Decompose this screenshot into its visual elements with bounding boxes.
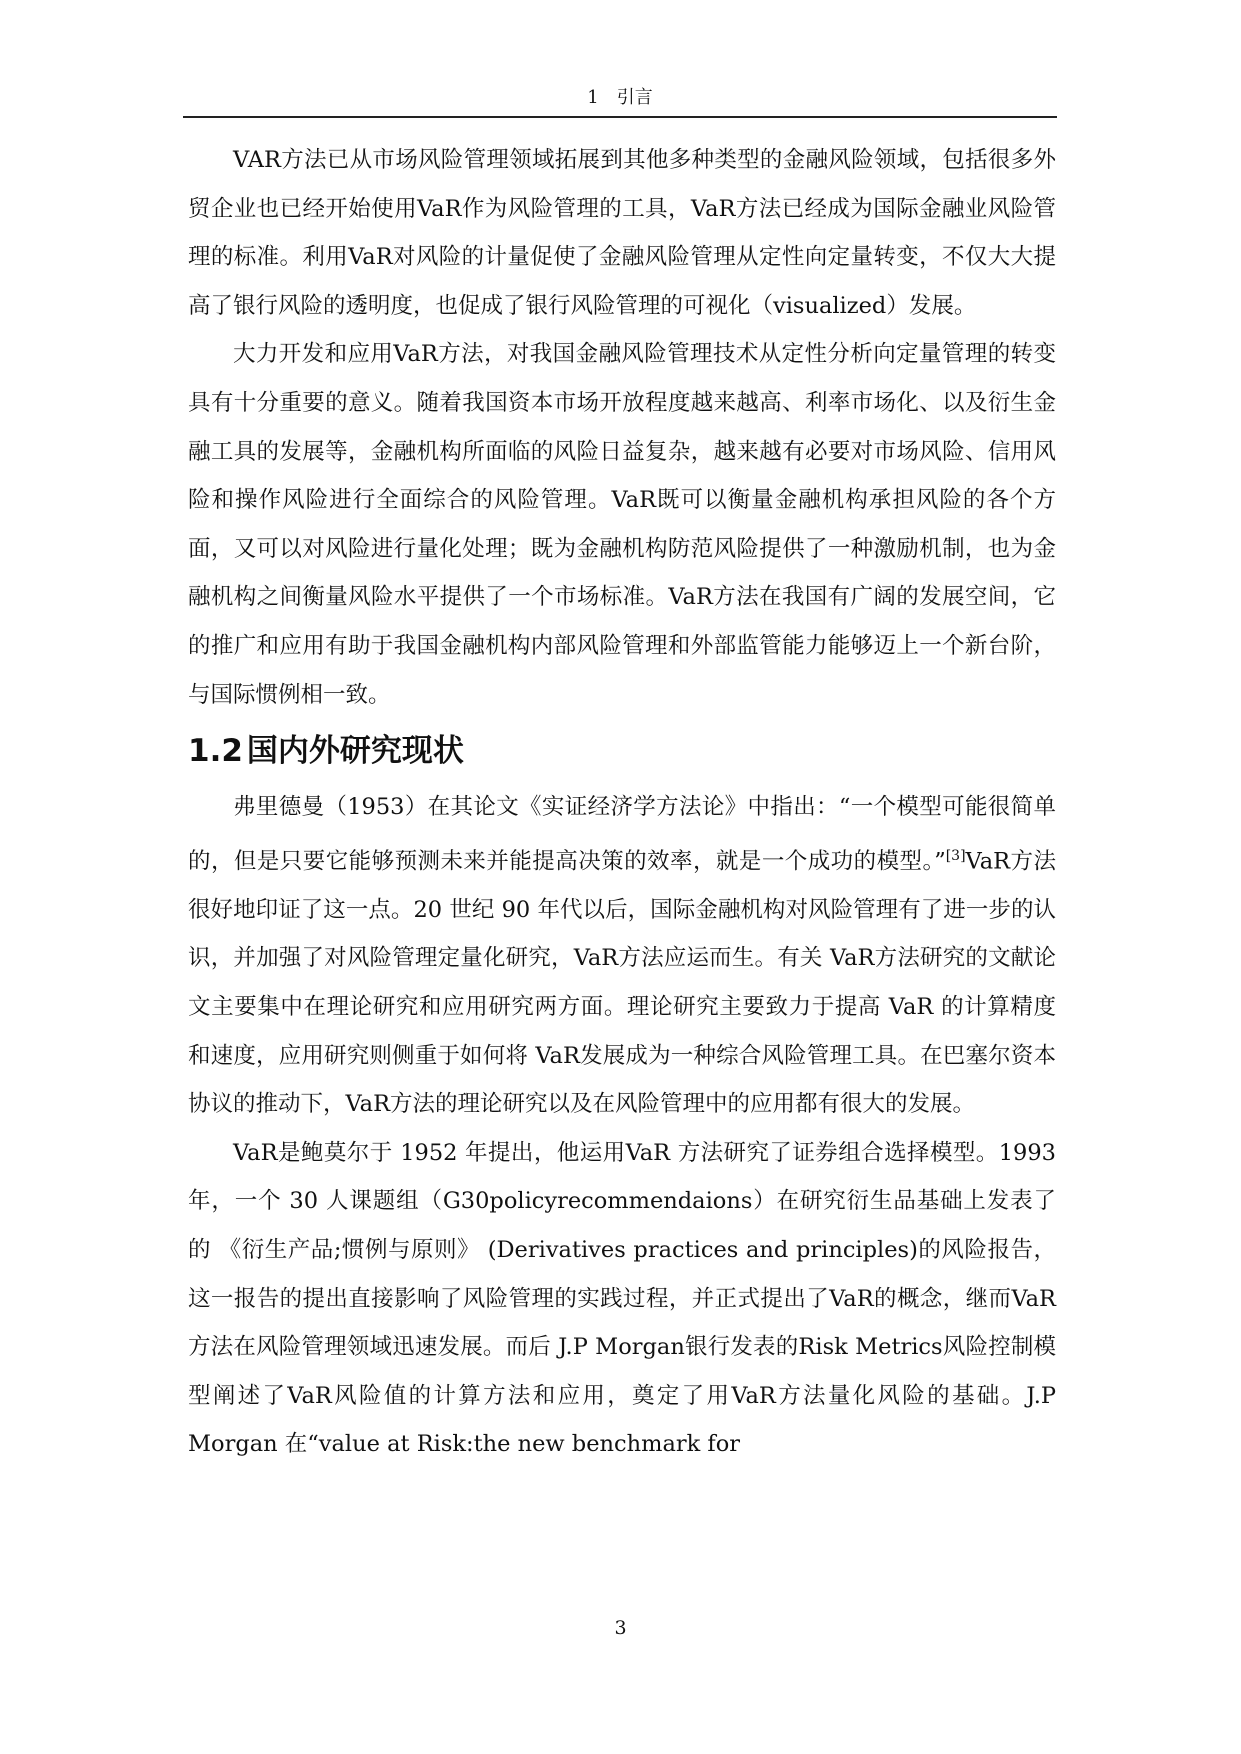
- document-body: [188, 136, 1056, 1469]
- section-title: 国内外研究现状: [246, 733, 464, 770]
- header-title: 1 引言: [587, 87, 653, 108]
- paragraph-var-history: VaR是鲍莫尔于 1952 年提出，他运用VaR 方法研究了证券组合选择模型。1993 年，一个 30 人课题组（G30policyrecommendaions）在研究衍生品基础上发表了的 《衍生产品;惯例与原则》 (Derivatives practices and principles)的风险报告，这一报告的提出直接影响了风险管理的实践过程，并正式提出了VaR的概念，继而VaR方法在风险管理领域迅速发展。而后 J.P Morgan银行发表的Risk Metrics风险控制模型阐述了VaR风险值的计算方法和应用，奠定了用VaR方法量化风险的基础。J.P Morgan 在“value at Risk:the new benchmark for: [188, 1139, 1056, 1458]
- section-number: 1.2: [188, 733, 243, 770]
- citation-ref: [3]: [945, 847, 966, 864]
- paragraph-var-expansion: VAR方法已从市场风险管理领域拓展到其他多种类型的金融风险领域，包括很多外贸企业也已经开始使用VaR作为风险管理的工具，VaR方法已经成为国际金融业风险管理的标准。利用VaR对风险的计量促使了金融风险管理从定性向定量转变，不仅大大提高了银行风险的透明度，也促成了银行风险管理的可视化（visualized）发展。: [188, 147, 1056, 319]
- paragraph-var-development: 大力开发和应用VaR方法，对我国金融风险管理技术从定性分析向定量管理的转变具有十分重要的意义。随着我国资本市场开放程度越来越高、利率市场化、以及衍生金融工具的发展等，金融机构所面临的风险日益复杂，越来越有必要对市场风险、信用风险和操作风险进行全面综合的风险管理。VaR既可以衡量金融机构承担风险的各个方面，又可以对风险进行量化处理；既为金融机构防范风险提供了一种激励机制，也为金融机构之间衡量风险水平提供了一个市场标准。VaR方法在我国有广阔的发展空间，它的推广和应用有助于我国金融机构内部风险管理和外部监管能力能够迈上一个新台阶，与国际惯例相一致。: [188, 341, 1056, 708]
- paragraph-friedman-part1: 弗里德曼（1953）在其论文《实证经济学方法论》中指出：“一个模型可能很简单的，但是只要它能够预测未来并能提高决策的效率，就是一个成功的模型。”: [188, 794, 1056, 875]
- running-header: [183, 84, 1057, 118]
- paragraph-friedman: [188, 783, 1056, 1129]
- section-heading: [188, 719, 1056, 783]
- paragraph-friedman-part2: VaR方法很好地印证了这一点。20 世纪 90 年代以后，国际金融机构对风险管理有了进一步的认识，并加强了对风险管理定量化研究，VaR方法应运而生。有关 VaR方法研究的文献论文主要集中在理论研究和应用研究两方面。理论研究主要致力于提高 VaR 的计算精度和速度，应用研究则侧重于如何将 VaR发展成为一种综合风险管理工具。在巴塞尔资本协议的推动下，VaR方法的理论研究以及在风险管理中的应用都有很大的发展。: [188, 848, 1056, 1118]
- page-number: 3: [614, 1617, 627, 1639]
